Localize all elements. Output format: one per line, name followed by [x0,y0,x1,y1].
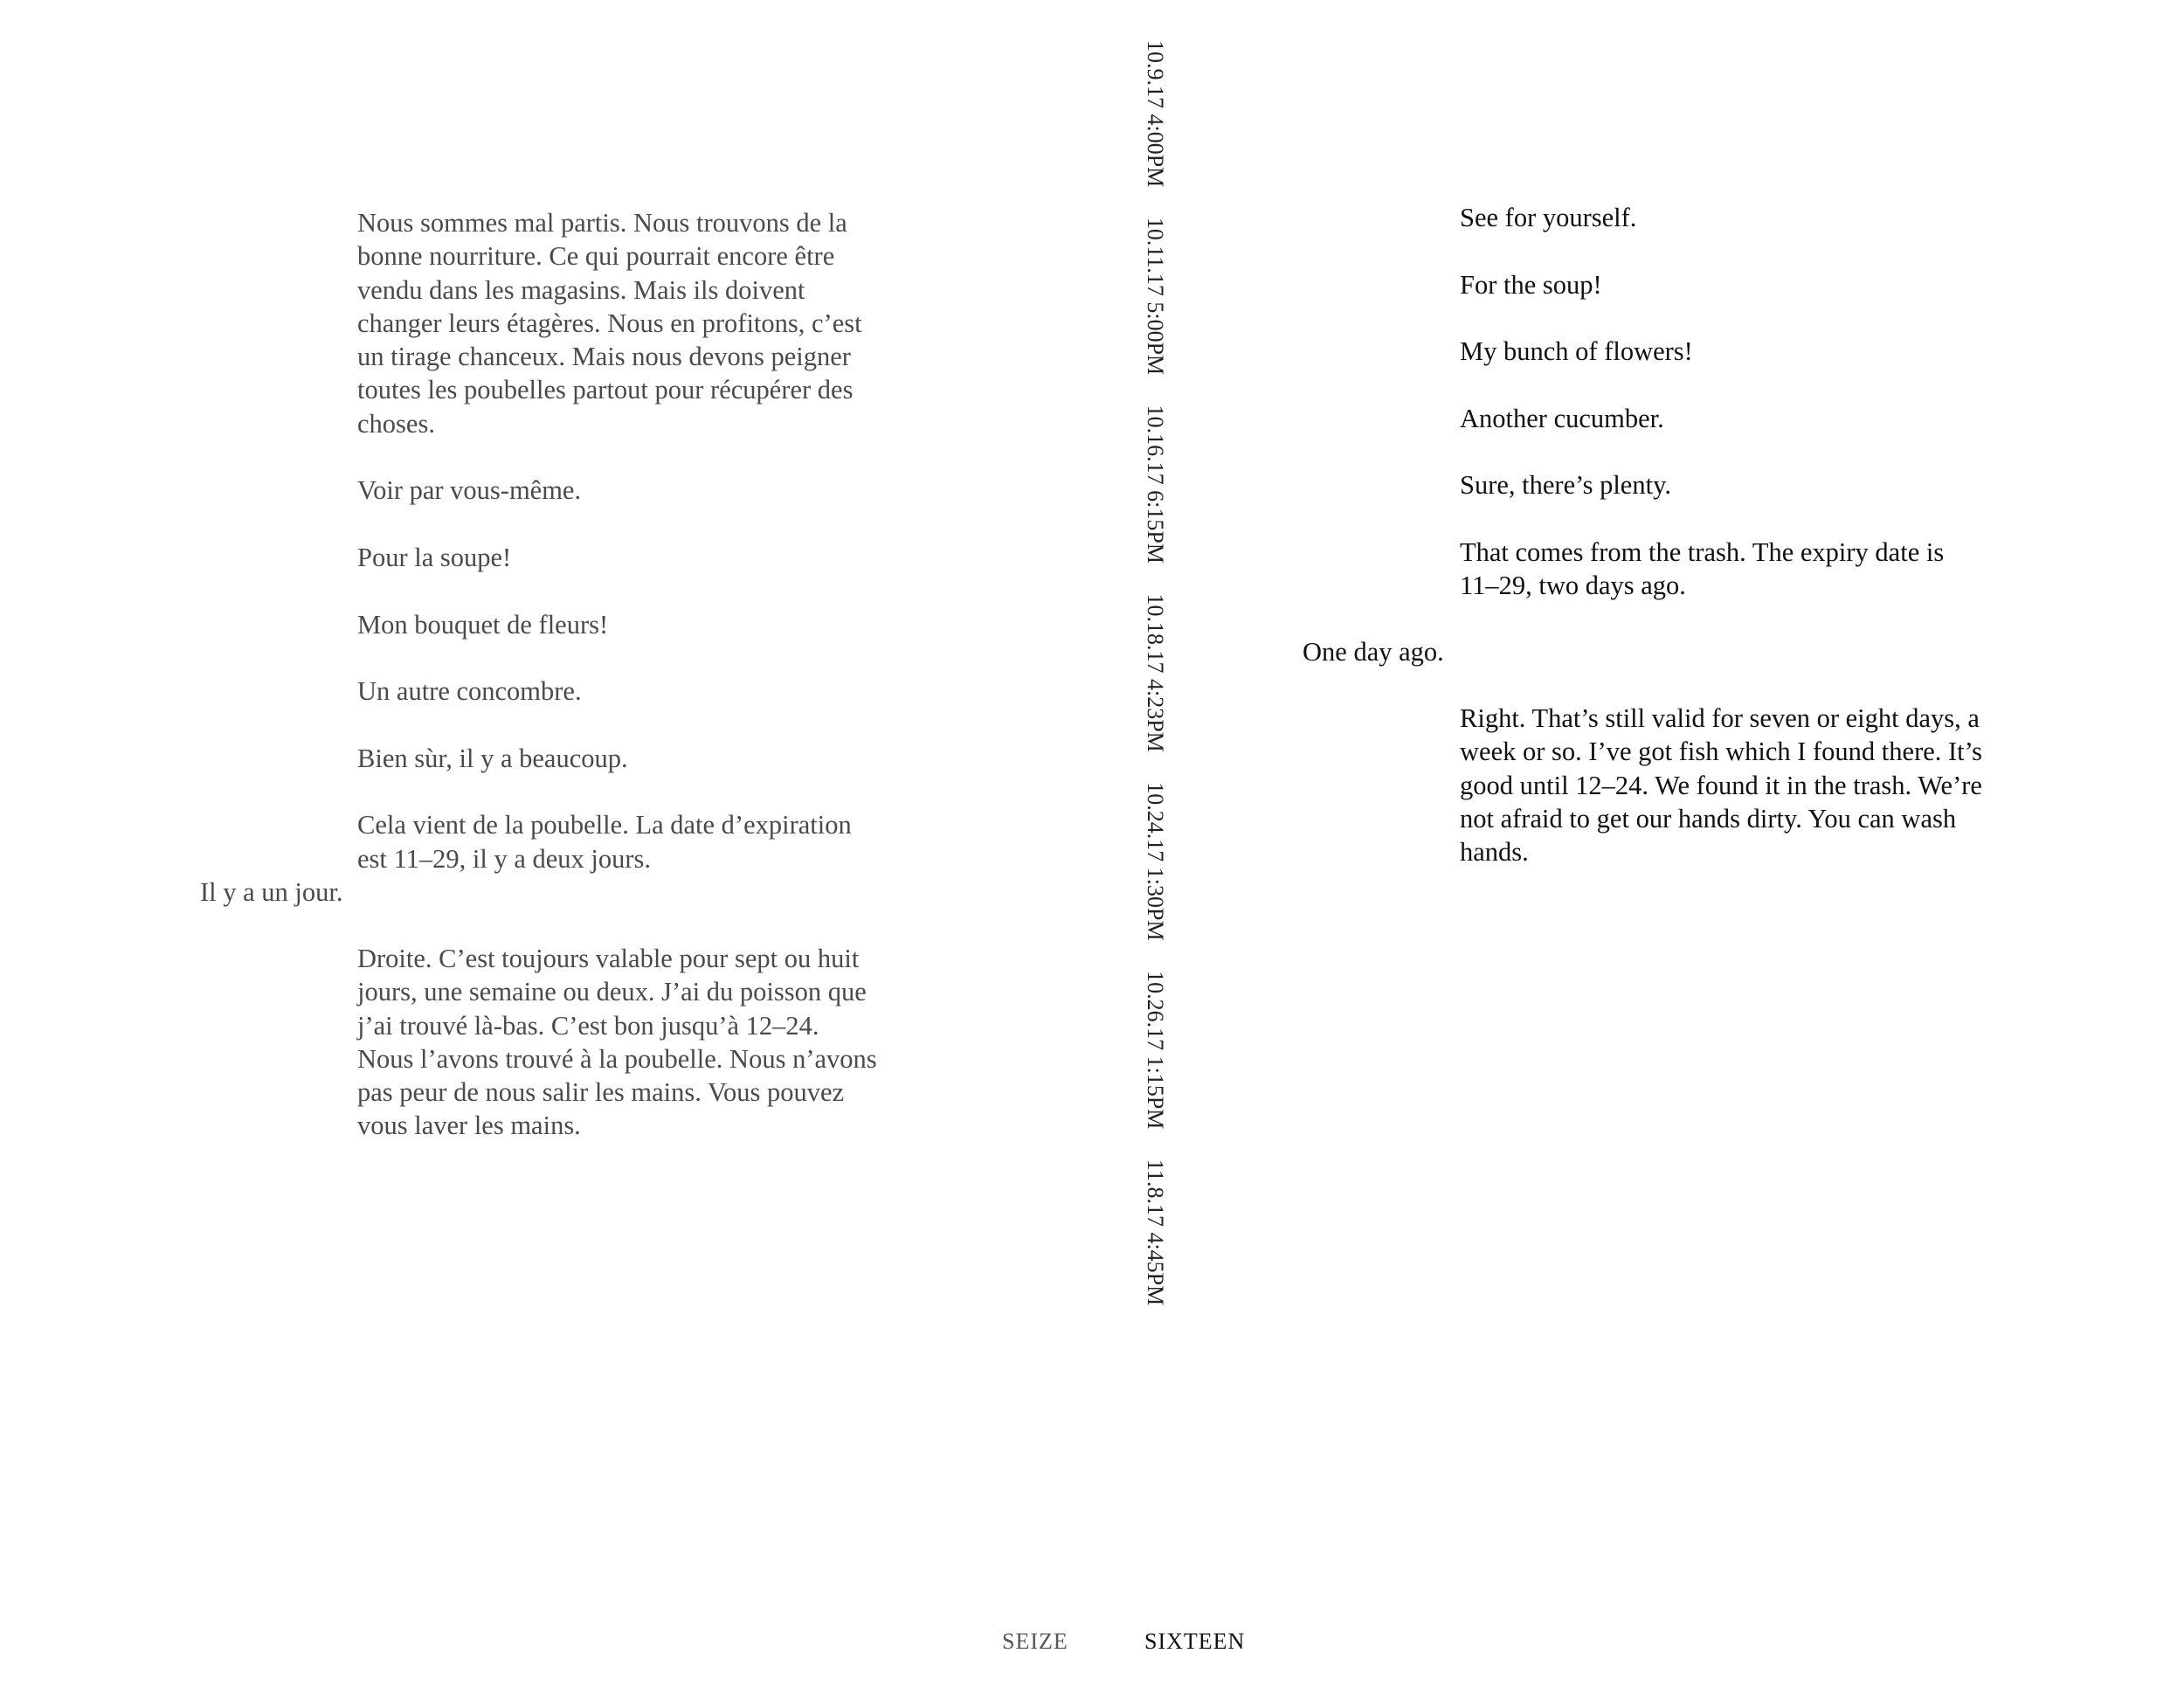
french-dialogue-block [357,206,881,875]
timestamp: 10.9.17 4:00PM [1143,40,1168,188]
french-paragraph: Droite. C’est toujours valable pour sept ou huit jours, une semaine ou deux. J’ai du poisson que j’ai trouvé là-bas. C’est bon jusqu’à 12–24. Nous l’avons trouvé à la poubelle. Nous n’avons pas peur de nous salir les mains. Vous pouvez vous laver les mains. [357,944,877,1141]
french-paragraph: Mon bouquet de fleurs! [357,609,609,640]
timestamp: 10.16.17 6:15PM [1143,405,1168,564]
french-paragraph: Voir par vous-même. [357,475,582,506]
french-paragraph: Nous sommes mal partis. Nous trouvons de la bonne nourriture. Ce qui pourrait encore être vendu dans les magasins. Mais ils doivent changer leurs étagères. Nous en profitons, c’est un tirage chanceux. Mais nous devons peigner toutes les poubelles partout pour récupérer des choses. [357,208,862,439]
timestamp: 10.18.17 4:23PM [1143,593,1168,752]
spine-timestamps [1135,40,1175,1306]
english-paragraph: For the soup! [1460,269,1602,300]
french-tail-block [357,942,881,1143]
english-paragraph: Another cucumber. [1460,403,1664,433]
page-number-right: SIXTEEN [1144,1629,1246,1654]
timestamp: 10.24.17 1:30PM [1143,782,1168,941]
english-side-line [1303,635,1460,668]
french-side-line [200,875,357,909]
english-dialogue-block [1460,201,1984,603]
french-paragraph: Un autre concombre. [357,676,582,707]
french-paragraph: Pour la soupe! [357,542,512,572]
french-paragraph: Cela vient de la poubelle. La date d’expiration est 11–29, il y a deux jours. [357,810,852,874]
english-tail-block [1460,702,1984,868]
english-paragraph: My bunch of flowers! [1460,336,1693,367]
timestamp: 10.11.17 5:00PM [1143,217,1168,376]
timestamp-strip [1135,40,1175,1306]
timestamp: 10.26.17 1:15PM [1143,971,1168,1130]
timestamp: 11.8.17 4:45PM [1143,1159,1168,1306]
english-paragraph: See for yourself. [1460,203,1637,232]
english-paragraph: That comes from the trash. The expiry date is 11–29, two days ago. [1460,536,1945,601]
english-paragraph: Right. That’s still valid for seven or eight days, a week or so. I’ve got fish which I found there. It’s good until 12–24. We found it in the trash. We’re not afraid to get our hands dirty. You can wash hands. [1460,703,1982,868]
french-interjection: Il y a un jour. [200,877,343,907]
english-interjection: One day ago. [1303,637,1444,667]
page-number-left: SEIZE [1002,1629,1068,1654]
english-paragraph: Sure, there’s plenty. [1460,470,1671,501]
french-paragraph: Bien sùr, il y a beaucoup. [357,743,628,773]
